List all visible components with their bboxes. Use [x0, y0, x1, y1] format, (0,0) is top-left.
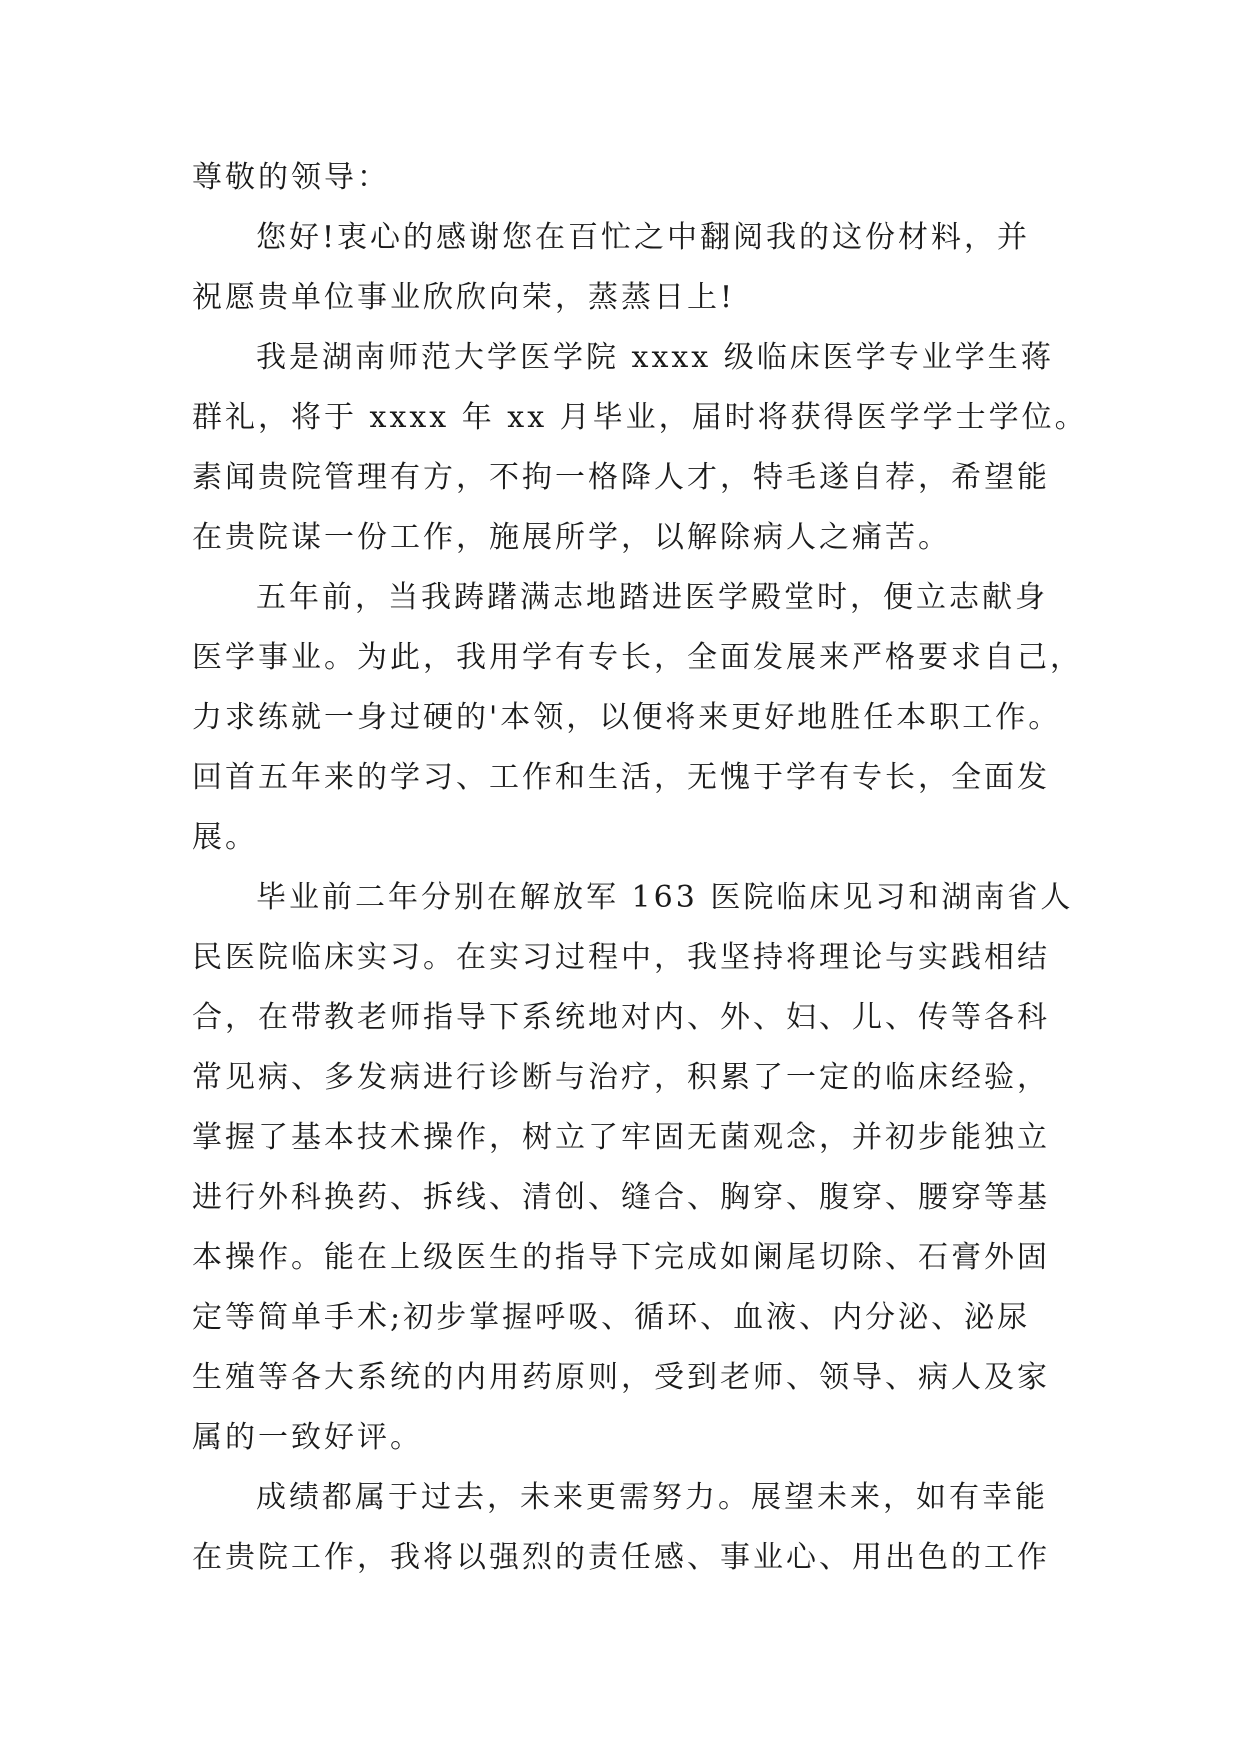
- paragraph-line: 在贵院谋一份工作，施展所学，以解除病人之痛苦。: [192, 520, 951, 555]
- paragraph-line: 民医院临床实习。在实习过程中，我坚持将理论与实践相结: [192, 940, 1050, 975]
- paragraph-line: 属的一致好评。: [192, 1420, 423, 1455]
- paragraph-line: 掌握了基本技术操作，树立了牢固无菌观念，并初步能独立: [192, 1120, 1050, 1155]
- paragraph-line: 祝愿贵单位事业欣欣向荣，蒸蒸日上!: [192, 280, 736, 315]
- paragraph-line: 群礼，将于 xxxx 年 xx 月毕业，届时将获得医学学士学位。: [192, 400, 1088, 435]
- paragraph-line: 我是湖南师范大学医学院 xxxx 级临床医学专业学生蒋: [256, 340, 1054, 375]
- paragraph-line: 展。: [192, 820, 258, 855]
- paragraph-line: 本操作。能在上级医生的指导下完成如阑尾切除、石膏外固: [192, 1240, 1050, 1275]
- paragraph-line: 定等简单手术;初步掌握呼吸、循环、血液、内分泌、泌尿: [192, 1300, 1031, 1335]
- paragraph-line: 合，在带教老师指导下系统地对内、外、妇、儿、传等各科: [192, 1000, 1050, 1035]
- paragraph-line: 素闻贵院管理有方，不拘一格降人才，特毛遂自荐，希望能: [192, 460, 1050, 495]
- paragraph-line: 五年前，当我踌躇满志地踏进医学殿堂时，便立志献身: [256, 580, 1048, 615]
- paragraph-line: 成绩都属于过去，未来更需努力。展望未来，如有幸能: [256, 1480, 1048, 1515]
- paragraph-line: 回首五年来的学习、工作和生活，无愧于学有专长，全面发: [192, 760, 1050, 795]
- paragraph-line: 进行外科换药、拆线、清创、缝合、胸穿、腹穿、腰穿等基: [192, 1180, 1050, 1215]
- paragraph-line: 您好!衷心的感谢您在百忙之中翻阅我的这份材料，并: [256, 220, 1031, 255]
- paragraph-line: 医学事业。为此，我用学有专长，全面发展来严格要求自己，: [192, 640, 1083, 675]
- salutation: 尊敬的领导：: [192, 160, 390, 195]
- paragraph-line: 在贵院工作，我将以强烈的责任感、事业心、用出色的工作: [192, 1540, 1050, 1575]
- paragraph-line: 常见病、多发病进行诊断与治疗，积累了一定的临床经验，: [192, 1060, 1050, 1095]
- letter-body: [192, 148, 1092, 1588]
- paragraph-line: 生殖等各大系统的内用药原则，受到老师、领导、病人及家: [192, 1360, 1050, 1395]
- paragraph-line: 毕业前二年分别在解放军 163 医院临床见习和湖南省人: [256, 880, 1074, 915]
- paragraph-line: 力求练就一身过硬的'本领，以便将来更好地胜任本职工作。: [192, 700, 1062, 735]
